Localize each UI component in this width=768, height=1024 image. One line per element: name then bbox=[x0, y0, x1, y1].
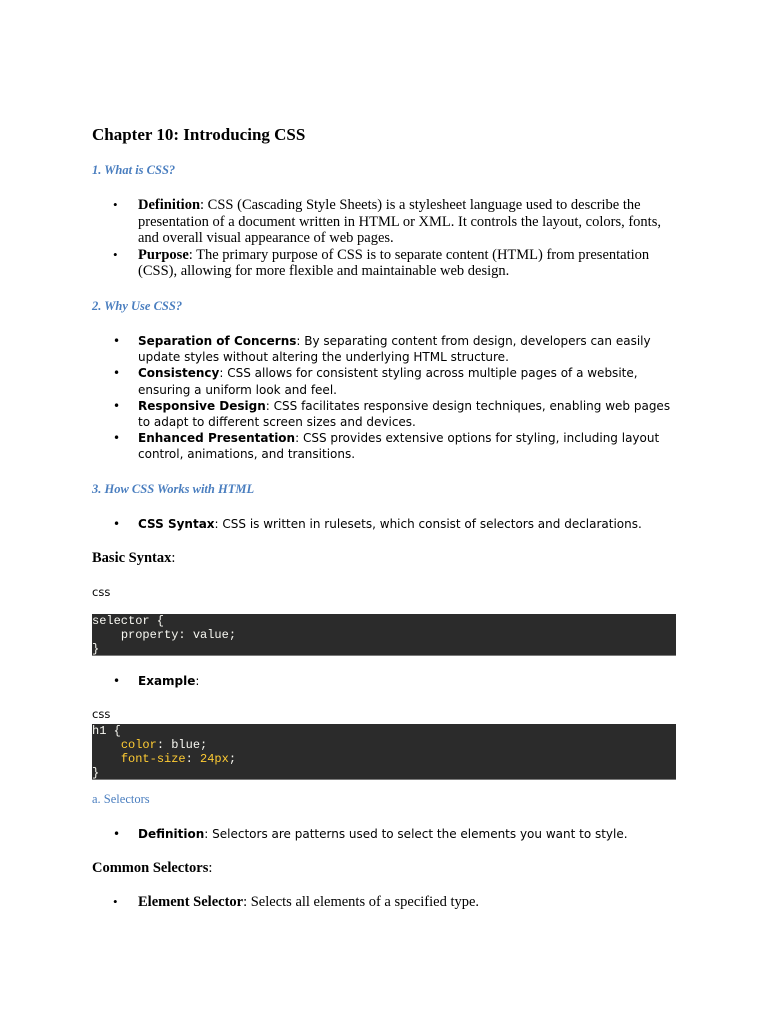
term: Responsive Design bbox=[138, 398, 266, 413]
section2-list bbox=[92, 333, 676, 463]
code-language-label: css bbox=[92, 585, 111, 599]
section-heading-what-is-css: 1. What is CSS? bbox=[92, 163, 176, 177]
code-property: font-size bbox=[120, 752, 186, 766]
description: : bbox=[195, 674, 200, 688]
term: Separation of Concerns bbox=[138, 334, 297, 348]
description: : CSS is written in rulesets, which consist of selectors and declarations. bbox=[214, 517, 642, 531]
term: Definition bbox=[138, 827, 205, 841]
list-item bbox=[92, 430, 676, 462]
list-item bbox=[92, 197, 676, 247]
section3-list bbox=[92, 516, 676, 532]
common-selectors-label: Common Selectors: bbox=[92, 860, 213, 876]
description: : Selectors are patterns used to select the elements you want to style. bbox=[204, 827, 628, 841]
list-item bbox=[92, 398, 676, 430]
code-block-example: h1 { color: blue; font-size: 24px; } bbox=[92, 724, 676, 780]
code-line: selector { bbox=[92, 614, 165, 628]
description: : The primary purpose of CSS is to separate content (HTML) from presentation (CSS), allowing for more flexible and maintainable web design. bbox=[138, 246, 650, 280]
code-line: } bbox=[92, 642, 100, 656]
code-value: 24px bbox=[200, 752, 229, 766]
description: : By separating content from design, developers can easily update styles without altering the underlying HTML structure. bbox=[138, 334, 651, 365]
code-line: } bbox=[92, 766, 100, 780]
subsection-heading-selectors: a. Selectors bbox=[92, 792, 150, 806]
list-item bbox=[92, 365, 676, 397]
list-item bbox=[92, 673, 676, 689]
list-item bbox=[92, 826, 676, 842]
list-item bbox=[92, 894, 676, 911]
description: : Selects all elements of a specified type. bbox=[243, 894, 480, 910]
list-item bbox=[92, 247, 676, 280]
code-line: h1 { bbox=[92, 724, 121, 738]
common-selectors-list bbox=[92, 894, 676, 911]
chapter-title: Chapter 10: Introducing CSS bbox=[92, 125, 306, 144]
list-item bbox=[92, 516, 676, 532]
selectors-list bbox=[92, 826, 676, 842]
basic-syntax-label: Basic Syntax: bbox=[92, 550, 176, 566]
term: Example bbox=[138, 674, 196, 688]
section-heading-how-css-works: 3. How CSS Works with HTML bbox=[92, 482, 255, 496]
description: : CSS provides extensive options for styling, including layout control, animations, and transitions. bbox=[138, 431, 660, 462]
code-language-label: css bbox=[92, 707, 111, 721]
example-list bbox=[92, 673, 676, 689]
term: Definition bbox=[138, 197, 201, 213]
description: : CSS (Cascading Style Sheets) is a stylesheet language used to describe the presentation of a document written in HTML or XML. It controls the layout, colors, fonts, and overall visual appearance of web pages. bbox=[138, 197, 661, 247]
section1-list bbox=[92, 197, 676, 280]
term: Enhanced Presentation bbox=[138, 431, 296, 446]
list-item bbox=[92, 333, 676, 365]
term: CSS Syntax bbox=[138, 517, 215, 531]
description: : CSS facilitates responsive design techniques, enabling web pages to adapt to different screen sizes and devices. bbox=[138, 398, 671, 430]
description: : CSS allows for consistent styling across multiple pages of a website, ensuring a uniform look and feel. bbox=[138, 366, 638, 397]
section-heading-why-use-css: 2. Why Use CSS? bbox=[92, 299, 183, 313]
term: Purpose bbox=[138, 246, 189, 263]
term: Consistency bbox=[138, 366, 220, 381]
code-block-basic-syntax bbox=[92, 614, 676, 656]
code-property: color bbox=[120, 738, 157, 752]
code-line: property: value; bbox=[120, 628, 237, 642]
term: Element Selector bbox=[138, 894, 244, 910]
